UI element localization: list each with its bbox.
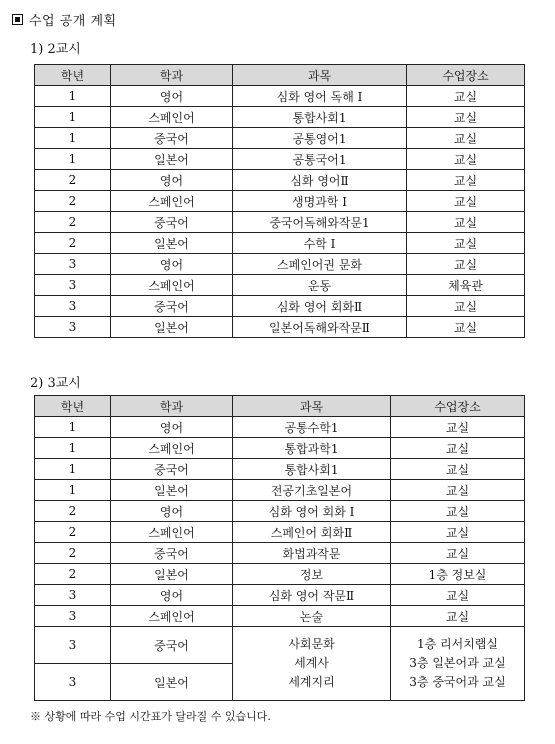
table-row <box>35 606 525 627</box>
cell-location: 교실 <box>391 585 525 606</box>
cell-subject: 수학 I <box>233 233 407 254</box>
cell-location: 교실 <box>407 191 525 212</box>
cell-subject: 중국어독해와작문1 <box>233 212 407 233</box>
cell-subject: 공통수학1 <box>233 417 391 438</box>
table-row <box>35 296 525 317</box>
cell-department: 스페인어 <box>111 275 233 296</box>
header-grade: 학년 <box>35 65 111 86</box>
cell-location: 교실 <box>407 107 525 128</box>
subject-line: 세계사 <box>294 656 329 670</box>
table-row <box>35 86 525 107</box>
cell-subject: 스페인어 회화Ⅱ <box>233 522 391 543</box>
cell-location: 교실 <box>391 606 525 627</box>
cell-department: 일본어 <box>111 317 233 338</box>
table-row <box>35 275 525 296</box>
cell-department: 스페인어 <box>111 107 233 128</box>
subject-line: 사회문화 <box>288 637 335 651</box>
cell-grade: 2 <box>35 233 111 254</box>
table-header-row <box>35 396 525 417</box>
cell-grade: 1 <box>35 86 111 107</box>
cell-location: 교실 <box>407 233 525 254</box>
cell-department: 중국어 <box>111 543 233 564</box>
header-subject: 과목 <box>233 396 391 417</box>
cell-location: 교실 <box>391 438 525 459</box>
cell-grade: 1 <box>35 480 111 501</box>
cell-grade: 1 <box>35 149 111 170</box>
subject-line: 세계지리 <box>288 675 335 689</box>
cell-department: 영어 <box>111 254 233 275</box>
table-row <box>35 191 525 212</box>
cell-department: 스페인어 <box>111 522 233 543</box>
cell-location: 교실 <box>407 212 525 233</box>
table-header-row <box>35 65 525 86</box>
header-location: 수업장소 <box>391 396 525 417</box>
cell-subject: 공통영어1 <box>233 128 407 149</box>
cell-department: 일본어 <box>111 664 233 701</box>
header-location: 수업장소 <box>407 65 525 86</box>
cell-location: 교실 <box>407 149 525 170</box>
table-row <box>35 564 525 585</box>
cell-location: 교실 <box>391 417 525 438</box>
cell-grade: 2 <box>35 564 111 585</box>
cell-grade: 2 <box>35 522 111 543</box>
table-row-merged-a <box>35 627 525 664</box>
cell-subject: 통합사회1 <box>233 107 407 128</box>
cell-subject: 심화 영어 작문Ⅱ <box>233 585 391 606</box>
cell-subject: 전공기초일본어 <box>233 480 391 501</box>
cell-subject: 화법과작문 <box>233 543 391 564</box>
cell-subject: 심화 영어 회화 I <box>233 501 391 522</box>
table-row <box>35 585 525 606</box>
header-grade: 학년 <box>35 396 111 417</box>
cell-grade: 2 <box>35 501 111 522</box>
cell-grade: 3 <box>35 317 111 338</box>
header-department: 학과 <box>111 65 233 86</box>
table-row <box>35 459 525 480</box>
cell-grade: 2 <box>35 191 111 212</box>
cell-grade: 3 <box>35 275 111 296</box>
table-row <box>35 522 525 543</box>
heading-text: 수업 공개 계획 <box>29 14 117 29</box>
cell-subject: 심화 영어Ⅱ <box>233 170 407 191</box>
cell-grade: 1 <box>35 417 111 438</box>
table-row <box>35 128 525 149</box>
cell-grade: 3 <box>35 627 111 664</box>
cell-location: 교실 <box>391 459 525 480</box>
cell-location: 교실 <box>391 501 525 522</box>
cell-subject: 생명과학 I <box>233 191 407 212</box>
section1-title: 1) 2교시 <box>30 42 81 57</box>
cell-location: 교실 <box>391 480 525 501</box>
table-row <box>35 233 525 254</box>
table-row <box>35 438 525 459</box>
cell-location: 교실 <box>407 317 525 338</box>
cell-subject: 일본어독해와작문Ⅱ <box>233 317 407 338</box>
cell-subject: 심화 영어 독해 I <box>233 86 407 107</box>
cell-grade: 1 <box>35 107 111 128</box>
cell-department: 영어 <box>111 86 233 107</box>
cell-location: 교실 <box>407 254 525 275</box>
cell-location: 교실 <box>391 522 525 543</box>
cell-department: 중국어 <box>111 128 233 149</box>
cell-grade: 1 <box>35 438 111 459</box>
table-row <box>35 107 525 128</box>
cell-grade: 2 <box>35 212 111 233</box>
cell-location: 1층 정보실 <box>391 564 525 585</box>
cell-subject: 논술 <box>233 606 391 627</box>
cell-department: 스페인어 <box>111 191 233 212</box>
table-row <box>35 480 525 501</box>
table-row <box>35 417 525 438</box>
cell-grade: 2 <box>35 543 111 564</box>
cell-department: 일본어 <box>111 233 233 254</box>
cell-department: 일본어 <box>111 480 233 501</box>
cell-location: 교실 <box>407 86 525 107</box>
table-row <box>35 543 525 564</box>
cell-department: 중국어 <box>111 627 233 664</box>
cell-department: 영어 <box>111 170 233 191</box>
cell-subject: 운동 <box>233 275 407 296</box>
cell-subject: 정보 <box>233 564 391 585</box>
cell-location: 교실 <box>407 170 525 191</box>
cell-location: 교실 <box>407 296 525 317</box>
table-row <box>35 212 525 233</box>
table-row <box>35 254 525 275</box>
cell-grade: 3 <box>35 664 111 701</box>
cell-subjects-merged <box>233 627 391 701</box>
cell-places-merged <box>391 627 525 701</box>
cell-location: 체육관 <box>407 275 525 296</box>
cell-department: 중국어 <box>111 212 233 233</box>
section2-title: 2) 3교시 <box>30 376 81 391</box>
cell-location: 교실 <box>407 128 525 149</box>
cell-grade: 3 <box>35 254 111 275</box>
place-line: 3층 중국어과 교실 <box>409 675 506 689</box>
table-row <box>35 170 525 191</box>
cell-department: 영어 <box>111 585 233 606</box>
period3-table <box>34 395 525 701</box>
cell-department: 영어 <box>111 501 233 522</box>
cell-location: 교실 <box>391 543 525 564</box>
table-row <box>35 149 525 170</box>
header-department: 학과 <box>111 396 233 417</box>
cell-subject: 공통국어1 <box>233 149 407 170</box>
cell-department: 일본어 <box>111 564 233 585</box>
cell-department: 일본어 <box>111 149 233 170</box>
cell-department: 중국어 <box>111 459 233 480</box>
cell-grade: 2 <box>35 170 111 191</box>
period2-table <box>34 64 525 338</box>
cell-department: 중국어 <box>111 296 233 317</box>
cell-grade: 1 <box>35 128 111 149</box>
cell-department: 영어 <box>111 417 233 438</box>
cell-grade: 3 <box>35 606 111 627</box>
cell-subject: 스페인어권 문화 <box>233 254 407 275</box>
cell-grade: 3 <box>35 296 111 317</box>
cell-department: 스페인어 <box>111 438 233 459</box>
cell-department: 스페인어 <box>111 606 233 627</box>
place-line: 3층 일본어과 교실 <box>409 656 506 670</box>
square-bullet-icon <box>12 14 23 25</box>
cell-subject: 심화 영어 회화Ⅱ <box>233 296 407 317</box>
table-row <box>35 317 525 338</box>
cell-subject: 통합과학1 <box>233 438 391 459</box>
table-row <box>35 501 525 522</box>
cell-grade: 3 <box>35 585 111 606</box>
footnote: ※ 상황에 따라 수업 시간표가 달라질 수 있습니다. <box>30 710 271 723</box>
cell-subject: 통합사회1 <box>233 459 391 480</box>
cell-grade: 1 <box>35 459 111 480</box>
place-line: 1층 리서치랩실 <box>416 637 498 651</box>
header-subject: 과목 <box>233 65 407 86</box>
page-heading <box>12 10 117 29</box>
